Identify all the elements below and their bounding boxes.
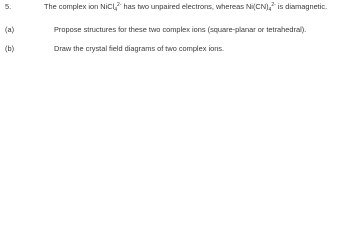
part-b-label: (b)	[5, 44, 15, 53]
stem-superscript-1: 2-	[117, 2, 122, 9]
question-number: 5.	[5, 2, 12, 11]
part-b-text: Draw the crystal field diagrams of two complex ions.	[54, 44, 225, 53]
stem-superscript-2: 2-	[271, 2, 276, 9]
part-a-text: Propose structures for these two complex ions (square-planar or tetrahedral).	[54, 25, 307, 34]
stem-text-3: is diamagnetic.	[275, 2, 328, 11]
part-a-label: (a)	[5, 25, 15, 34]
stem-subscript-2: 4	[268, 6, 272, 13]
question-stem	[44, 2, 327, 11]
stem-text-1: The complex ion NiCl	[44, 2, 115, 11]
stem-text-2: has two unpaired electrons, whereas Ni(CN)	[121, 2, 269, 11]
stem-subscript-1: 4	[114, 6, 118, 13]
